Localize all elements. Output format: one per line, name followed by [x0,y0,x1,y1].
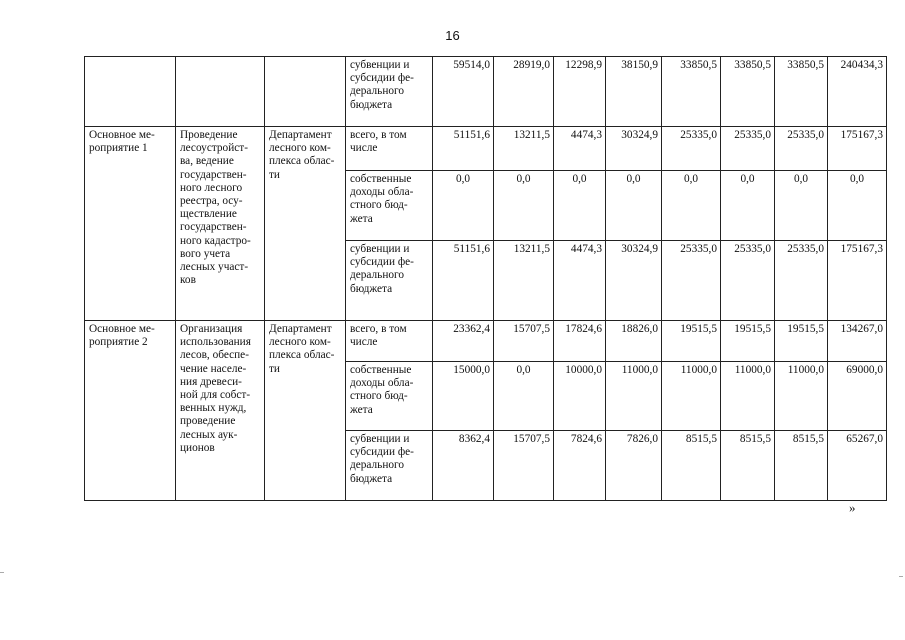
table-cell-value: 15000,0 [433,362,494,431]
table-cell-value: 17824,6 [554,321,606,362]
table-cell-value: 11000,0 [606,362,662,431]
table-cell [85,57,176,127]
table-cell-value: 25335,0 [775,127,828,171]
table-cell-value: 25335,0 [721,241,775,321]
table-cell-value: 8515,5 [721,431,775,501]
table-cell-value: 11000,0 [721,362,775,431]
table-cell-value: 51151,6 [433,127,494,171]
table-cell-value: 7826,0 [606,431,662,501]
table-cell-value: 33850,5 [721,57,775,127]
table-cell-funding-source: субвенции и субсидии фе- дерального бюджета [346,431,433,501]
table-cell-value: 25335,0 [721,127,775,171]
table-cell-value: 23362,4 [433,321,494,362]
table-cell-value: 30324,9 [606,127,662,171]
table-cell-value: 13211,5 [494,127,554,171]
table-cell-funding-source: собственные доходы обла- стного бюд- жета [346,171,433,241]
responsible-executor-cell: Департамент лесного ком- плекса облас- ти [265,321,346,501]
table-cell-funding-source: всего, в том числе [346,127,433,171]
table-cell-value: 28919,0 [494,57,554,127]
table-cell-total: 175167,3 [828,127,887,171]
table-cell-value: 25335,0 [662,127,721,171]
responsible-executor-cell: Департамент лесного ком- плекса облас- ти [265,127,346,321]
table-cell [176,57,265,127]
table-cell-value: 25335,0 [775,241,828,321]
table-cell-value: 19515,5 [721,321,775,362]
table-cell-value: 33850,5 [662,57,721,127]
table-cell-value: 11000,0 [662,362,721,431]
table-cell-value: 0,0 [606,171,662,241]
page-number: 16 [445,28,460,43]
table-cell-value: 0,0 [494,362,554,431]
table-cell-value: 0,0 [662,171,721,241]
closing-quote-mark: » [849,500,856,515]
table-cell-value: 51151,6 [433,241,494,321]
table-cell-value: 10000,0 [554,362,606,431]
budget-table [84,56,887,501]
table-cell-value: 0,0 [433,171,494,241]
event-name-cell: Основное ме- роприятие 2 [85,321,176,501]
table-cell-value: 0,0 [721,171,775,241]
table-cell [265,57,346,127]
table-cell-total: 69000,0 [828,362,887,431]
table-cell-value: 38150,9 [606,57,662,127]
table-cell-value: 33850,5 [775,57,828,127]
table-cell-funding-source: субвенции и субсидии фе- дерального бюджета [346,241,433,321]
scan-edge-mark [899,576,903,577]
table-cell-value: 59514,0 [433,57,494,127]
event-description-cell: Проведение лесоустройст- ва, ведение государствен- ного лесного реестра, осу- ществление государствен- ного кадастро- вого учета лесных участ- ков [176,127,265,321]
table-cell-value: 18826,0 [606,321,662,362]
table-row [85,127,887,171]
table-cell-value: 8515,5 [775,431,828,501]
table-cell-value: 7824,6 [554,431,606,501]
table-cell-funding-source: субвенции и субсидии фе- дерального бюджета [346,57,433,127]
table-cell-total: 65267,0 [828,431,887,501]
table-cell-total: 134267,0 [828,321,887,362]
table-cell-value: 4474,3 [554,127,606,171]
table-cell-value: 19515,5 [662,321,721,362]
table-cell-value: 15707,5 [494,321,554,362]
table-cell-value: 8362,4 [433,431,494,501]
table-cell-value: 0,0 [554,171,606,241]
table-cell-total: 240434,3 [828,57,887,127]
table-cell-funding-source: всего, в том числе [346,321,433,362]
table-cell-value: 12298,9 [554,57,606,127]
table-cell-funding-source: собственные доходы обла- стного бюд- жета [346,362,433,431]
event-description-cell: Организация использования лесов, обеспе- чение населе- ния древеси- ной для собст- венных нужд, проведение лесных аук- ционов [176,321,265,501]
table-cell-value: 8515,5 [662,431,721,501]
table-row [85,321,887,362]
table-cell-value: 0,0 [494,171,554,241]
table-cell-value: 15707,5 [494,431,554,501]
table-row [85,57,887,127]
table-cell-value: 30324,9 [606,241,662,321]
table-cell-value: 13211,5 [494,241,554,321]
scan-edge-mark [0,572,4,573]
table-cell-total: 0,0 [828,171,887,241]
table-cell-total: 175167,3 [828,241,887,321]
table-cell-value: 25335,0 [662,241,721,321]
event-name-cell: Основное ме- роприятие 1 [85,127,176,321]
table-cell-value: 4474,3 [554,241,606,321]
table-cell-value: 11000,0 [775,362,828,431]
table-cell-value: 0,0 [775,171,828,241]
table-cell-value: 19515,5 [775,321,828,362]
